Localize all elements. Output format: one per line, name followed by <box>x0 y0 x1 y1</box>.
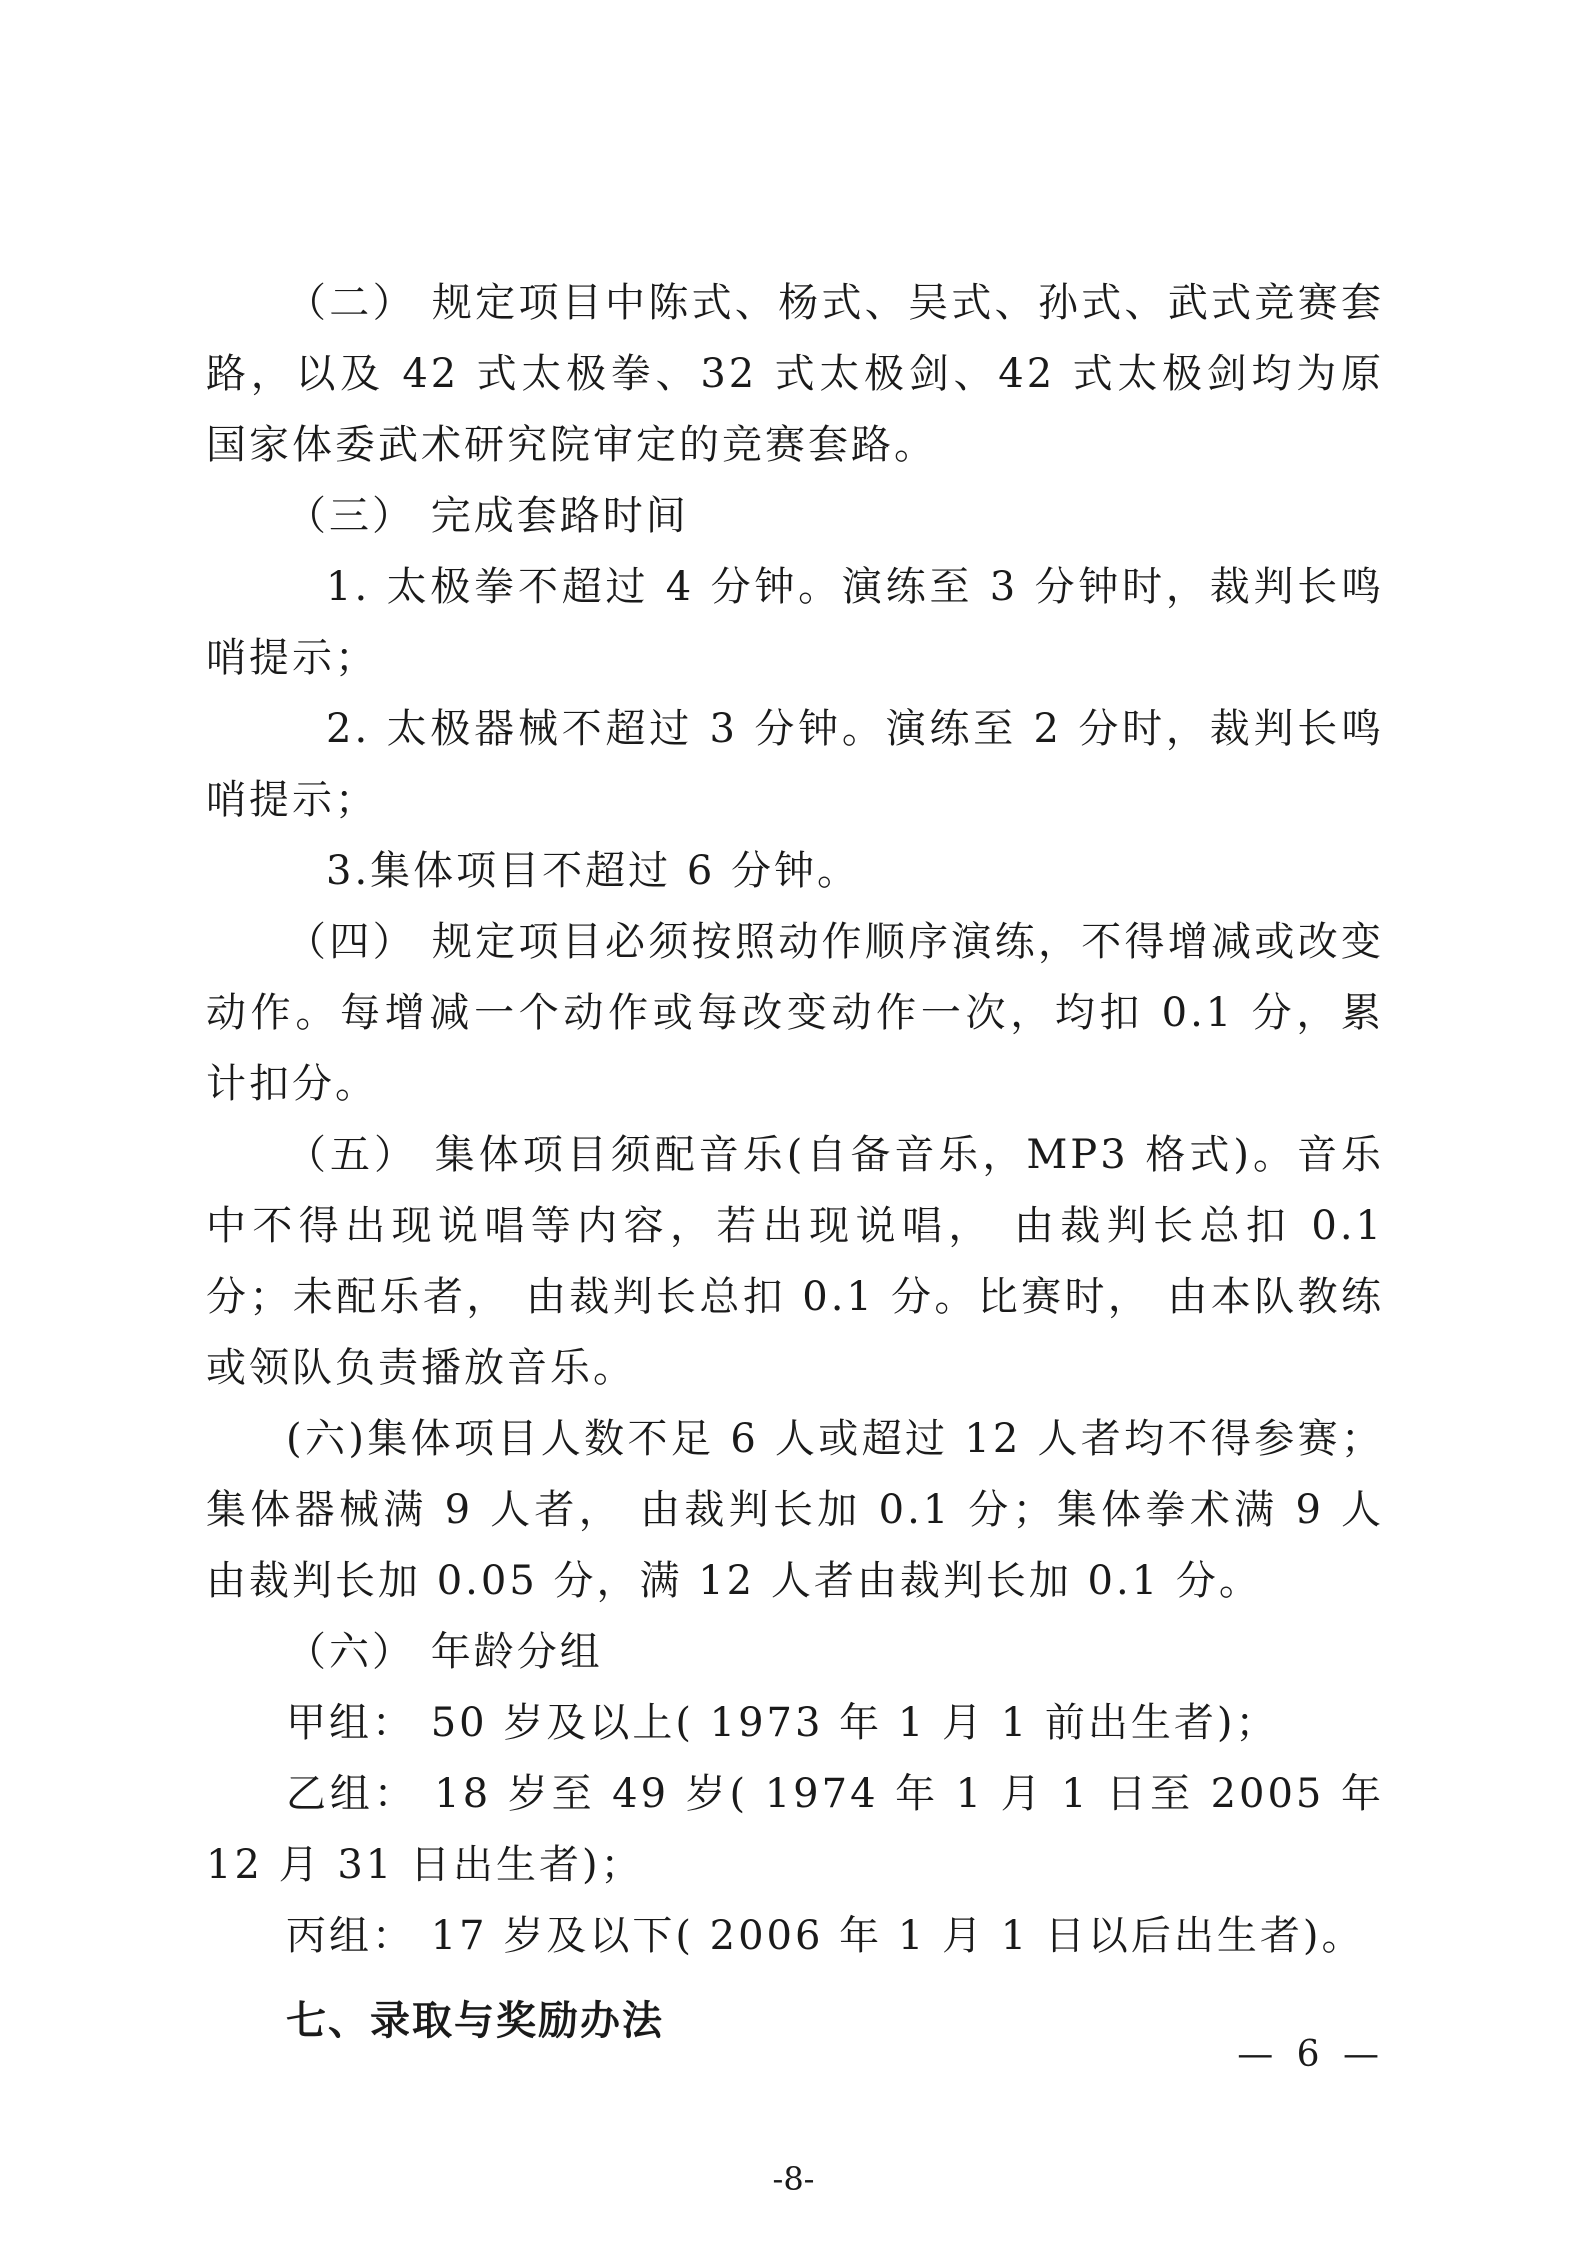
inner-page-number: — 6 — <box>1237 2034 1385 2075</box>
paragraph-competition-routines: （二） 规定项目中陈式、杨式、吴式、孙式、武式竞赛套路，以及 42 式太极拳、32 式太极剑、42 式太极剑均为原国家体委武术研究院审定的竞赛套路。 <box>206 280 1384 468</box>
paragraph-taiji-fist-time: 1. 太极拳不超过 4 分钟。演练至 3 分钟时，裁判长鸣哨提示； <box>206 564 1384 681</box>
paragraph-age-group-c: 丙组： 17 岁及以下( 2006 年 1 月 1 日以后出生者)。 <box>286 1913 1365 1959</box>
section-heading-awards: 七、录取与奖励办法 <box>286 1998 664 2044</box>
paragraph-group-size: (六)集体项目人数不足 6 人或超过 12 人者均不得参赛；集体器械满 9 人者， 由裁判长加 0.1 分；集体拳术满 9 人由裁判长加 0.05 分，满 12 人者由裁判长加 0.1 分。 <box>206 1416 1384 1604</box>
document-body <box>206 268 1384 2057</box>
paragraph-movement-order: （四） 规定项目必须按照动作顺序演练，不得增减或改变动作。每增减一个动作或每改变动作一次，均扣 0.1 分，累计扣分。 <box>206 919 1384 1107</box>
paragraph-group-time: 3.集体项目不超过 6 分钟。 <box>326 848 861 894</box>
paragraph-group-music: （五） 集体项目须配音乐(自备音乐，MP3 格式)。音乐中不得出现说唱等内容，若出现说唱， 由裁判长总扣 0.1 分；未配乐者， 由裁判长总扣 0.1 分。比赛时， 由本队教练或领队负责播放音乐。 <box>206 1132 1384 1391</box>
outer-page-number: -8- <box>772 2160 815 2198</box>
paragraph-age-groups-heading: （六） 年龄分组 <box>286 1629 603 1675</box>
paragraph-taiji-weapon-time: 2. 太极器械不超过 3 分钟。演练至 2 分时，裁判长鸣哨提示； <box>206 706 1384 823</box>
paragraph-age-group-b: 乙组： 18 岁至 49 岁( 1974 年 1 月 1 日至 2005 年 12 月 31 日出生者)； <box>206 1771 1384 1888</box>
paragraph-age-group-a: 甲组： 50 岁及以上( 1973 年 1 月 1 前出生者)； <box>286 1700 1279 1746</box>
paragraph-routine-time-heading: （三） 完成套路时间 <box>286 493 689 539</box>
